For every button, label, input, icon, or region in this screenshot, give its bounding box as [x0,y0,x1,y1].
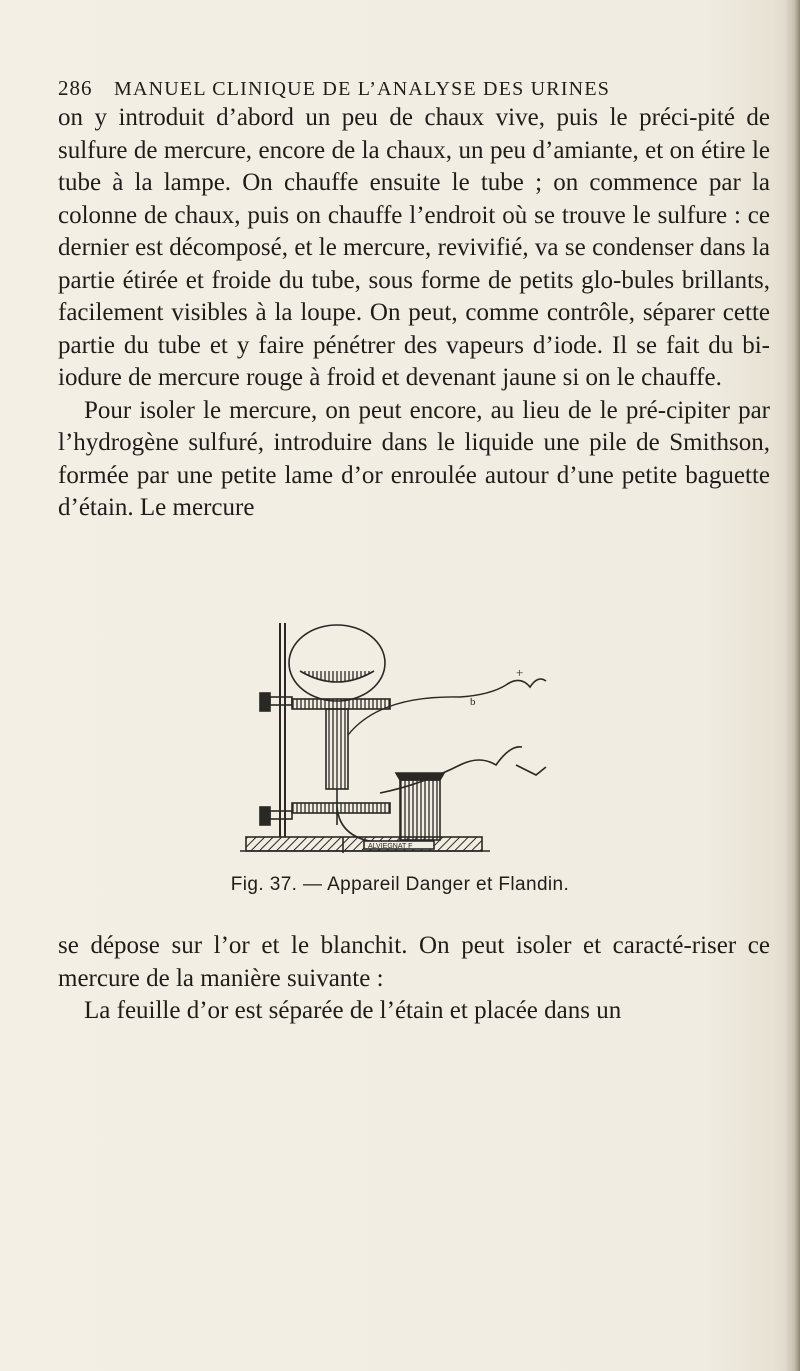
page-number: 286 [58,76,93,100]
svg-text:+: + [516,665,524,680]
body-text-bottom [58,930,770,1028]
running-title: MANUEL CLINIQUE DE L’ANALYSE DES URINES [114,78,611,100]
engraver-mark: ALVIEGNAT F [368,843,413,850]
paragraph: Pour isoler le mercure, on peut encore, au lieu de le pré-cipiter par l’hydrogène sulfuré, introduire dans le liquide une pile de Smithson, formée par une petite lame d’or enroulée autour d’une petite baguette d’étain. Le mercure [58,396,770,521]
svg-text:b: b [470,696,476,708]
page-edge-shadow [786,0,800,1371]
running-header [58,76,758,101]
figure-caption: Fig. 37. — Appareil Danger et Flandin. [230,874,570,895]
upper-flask [289,625,385,701]
body-text-top [58,102,770,525]
lower-vessel [400,780,440,840]
paragraph: La feuille d’or est séparée de l’étain et placée dans un [84,997,622,1024]
paragraph: on y introduit d’abord un peu de chaux vive, puis le préci-pité de sulfure de mercure, encore de la chaux, un peu d’amiante, et on étire le tube à la lampe. On chauffe ensuite le tube ; on commence par la colonne de chaux, puis on chauffe l’endroit où se trouve le sulfure : ce dernier est décomposé, et le mercure, revivifié, va se condenser dans la partie étirée et froide du tube, sous forme de petits glo-bules brillants, facilement visibles à la loupe. On peut, comme contrôle, séparer cette partie du tube et y faire pénétrer des vapeurs d’iode. Il se fait du bi-iodure de mercure rouge à froid et devenant jaune si on le chauffe. [58,104,770,391]
apparatus-illustration [240,615,580,860]
paragraph: se dépose sur l’or et le blanchit. On peut isoler et caracté-riser ce mercure de la manière suivante : [58,932,770,992]
